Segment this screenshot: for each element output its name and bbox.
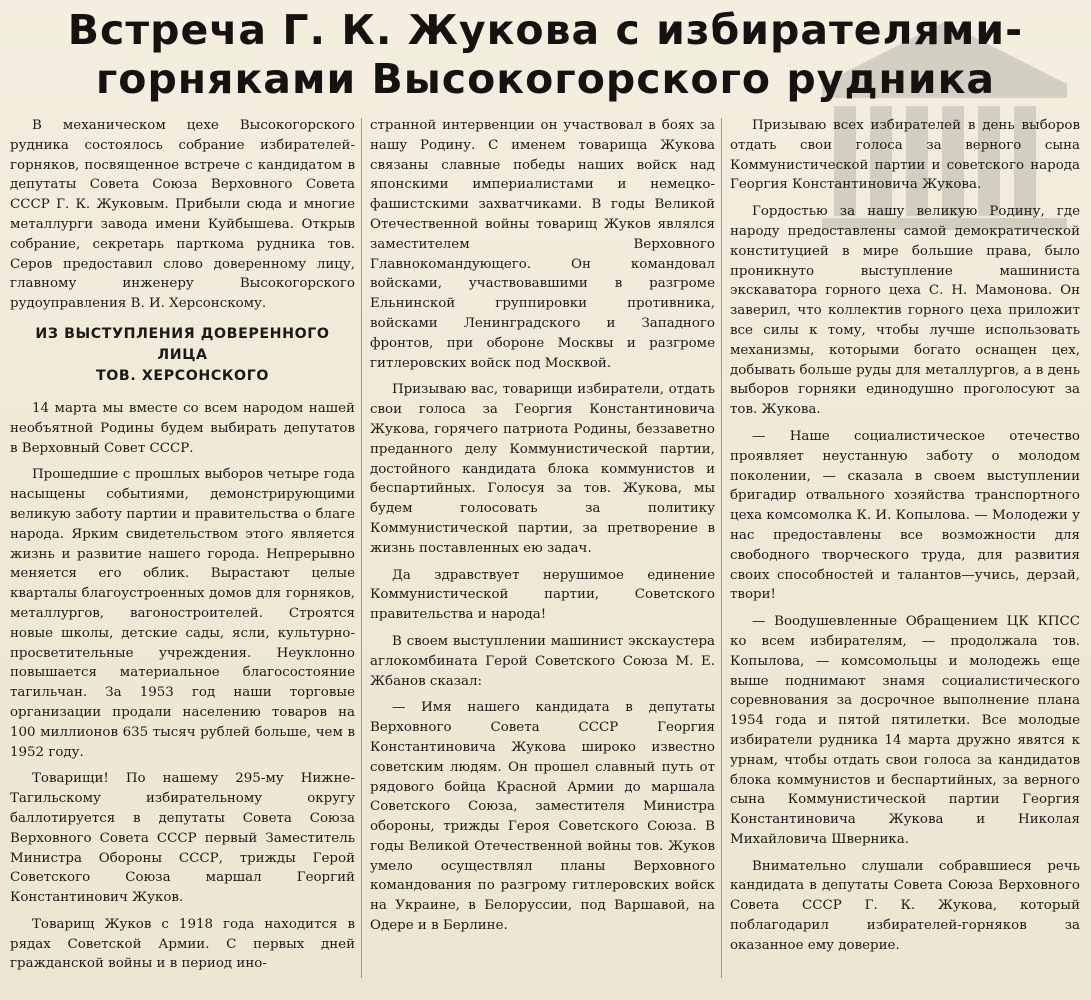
paragraph: Да здравствует нерушимое единение Коммунистической партии, Советского правительства и народа! bbox=[370, 567, 715, 623]
column-divider bbox=[721, 118, 722, 978]
article-column-1 bbox=[10, 116, 355, 981]
article-column-3 bbox=[730, 116, 1080, 963]
paragraph: — Воодушевленные Обращением ЦК КПСС ко всем избирателям, — продолжала тов. Копылова, — комсомольцы и молодежь еще выше поднимают знамя социалистического соревнования за досрочное выполнение плана 1954 года и пятой пятилетки. Все молодые избиратели рудника 14 марта дружно явятся к урнам, чтобы отдать свои голоса за кандидатов блока коммунистов и беспартийных, за верного сына Коммунистической партии Георгия Константиновича Жукова и Николая Михайловича Шверника. bbox=[730, 614, 1080, 847]
paragraph: Гордостью за нашу великую Родину, где народу предоставлены самой демократической конституцией в мире большие права, было проникнуто выступление машиниста экскаватора горного цеха С. Н. Мамонова. Он заверил, что коллектив горного цеха приложит все силы к тому, чтобы лучше использовать механизмы, которыми богато оснащен цех, добывать больше руды для металлургов, а в день выборов горняки единодушно проголосуют за тов. Жукова. bbox=[730, 204, 1080, 418]
paragraph: Прошедшие с прошлых выборов четыре года насыщены событиями, демонстрирующими великую заботу партии и правительства о благе народа. Ярким свидетельством этого является жизнь и развитие нашего города. Непрерывно меняется его облик. Вырастают целые кварталы благоустроенных домов для горняков, металлургов, вагоностроителей. Строятся новые школы, детские сады, ясли, культурно-просветительные учреждения. Неуклонно повышается материальное благосостояние тагильчан. За 1953 год наши торговые организации продали населению товаров на 100 миллионов 635 тысяч рублей больше, чем в 1952 году. bbox=[10, 467, 355, 760]
headline-line-2: горняками Высокогорского рудника bbox=[95, 55, 996, 103]
article-column-2 bbox=[370, 116, 715, 943]
paragraph: Товарищ Жуков с 1918 года находится в рядах Советской Армии. С первых дней гражданской войны и в период ино- bbox=[10, 916, 355, 972]
paragraph: Товарищи! По нашему 295-му Нижне-Тагильскому избирательному округу баллотируется в депутаты Совета Союза Верховного Совета СССР первый Заместитель Министра Обороны СССР, трижды Герой Советского Союза маршал Георгий Константинович Жуков. bbox=[10, 771, 355, 906]
paragraph-continued: странной интервенции он участвовал в боях за нашу Родину. С именем товарища Жукова связаны славные победы наших войск над японскими империалистами и немецко-фашистскими захватчиками. В годы Великой Отечественной войны товарищ Жуков являлся заместителем Верховного Главнокомандующего. Он командовал войсками, участвовавшими в разгроме Ельнинской группировки противника, войсками Ленинградского и Западного фронтов, при обороне Москвы и разгроме гитлеровских войск под Москвой. bbox=[370, 118, 715, 371]
paragraph: В своем выступлении машинист экскаустера аглокомбината Герой Советского Союза М. Е. Жбанов сказал: bbox=[370, 633, 715, 689]
subheading-line-1: ИЗ ВЫСТУПЛЕНИЯ ДОВЕРЕННОГО ЛИЦА bbox=[35, 325, 330, 363]
paragraph: Призываю вас, товарищи избиратели, отдать свои голоса за Георгия Константиновича Жукова, горячего патриота Родины, беззаветно преданного делу Коммунистической партии, достойного кандидата блока коммунистов и беспартийных. Голосуя за тов. Жукова, мы будем голосовать за политику Коммунистической партии, за претворение в жизнь поставленных ею задач. bbox=[370, 382, 715, 556]
column-divider bbox=[361, 118, 362, 978]
section-subheading bbox=[10, 324, 355, 387]
subheading-line-2: ТОВ. ХЕРСОНСКОГО bbox=[95, 367, 270, 384]
headline bbox=[0, 6, 1091, 104]
paragraph: Призываю всех избирателей в день выборов отдать свои голоса за верного сына Коммунистической партии и советского народа Георгия Константиновича Жукова. bbox=[730, 118, 1080, 193]
paragraph: — Наше социалистическое отечество проявляет неустанную заботу о молодом поколении, — сказала в своем выступлении бригадир отвального хозяйства транспортного цеха комсомолка К. И. Копылова. — Молодежи у нас предоставлены все возможности для свободного творческого труда, для развития своих способностей и талантов—учись, дерзай, твори! bbox=[730, 428, 1080, 603]
paragraph: — Имя нашего кандидата в депутаты Верховного Совета СССР Георгия Константиновича Жукова широко известно советским людям. Он прошел славный путь от рядового бойца Красной Армии до маршала Советского Союза, заместителя Министра обороны, трижды Героя Советского Союза. В годы Великой Отечественной войны тов. Жуков умело осуществлял планы Верховного командования по разгрому гитлеровских войск на Украине, в Белоруссии, под Варшавой, на Одере и в Берлине. bbox=[370, 700, 715, 934]
paragraph: Внимательно слушали собравшиеся речь кандидата в депутаты Совета Союза Верховного Совета СССР Г. К. Жукова, который поблагодарил избирателей-горняков за оказанное ему доверие. bbox=[730, 858, 1080, 953]
intro-paragraph: В механическом цехе Высокогорского рудника состоялось собрание избирателей-горняков, посвященное встрече с кандидатом в депутаты Совета Союза Верховного Совета СССР Г. К. Жуковым. Прибыли сюда и многие металлурги завода имени Куйбышева. Открыв собрание, секретарь парткома рудника тов. Серов предоставил слово доверенному лицу, главному инженеру Высокогорского рудоуправления В. И. Херсонскому. bbox=[10, 118, 355, 312]
headline-line-1: Встреча Г. К. Жукова с избирателями- bbox=[67, 6, 1024, 54]
paragraph: 14 марта мы вместе со всем народом нашей необъятной Родины будем выбирать депутатов в Верховный Совет СССР. bbox=[10, 400, 355, 456]
